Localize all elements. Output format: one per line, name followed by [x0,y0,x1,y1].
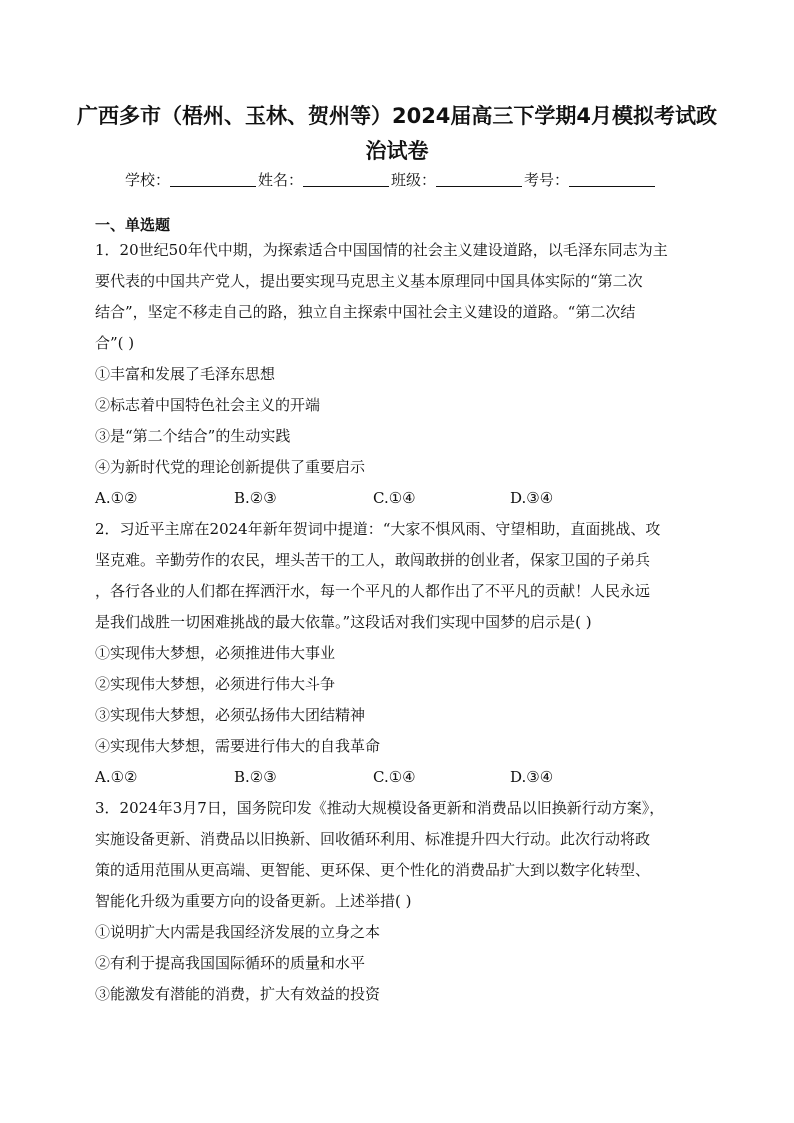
q1-stem-line-1: 1．20世纪50年代中期，为探索适合中国国情的社会主义建设道路，以毛泽东同志为主 [95,241,668,259]
q2-option-d[interactable]: D.③④ [510,768,554,786]
q1-item-4: ④为新时代党的理论创新提供了重要启示 [95,458,366,476]
q3-stem-line-4: 智能化升级为重要方向的设备更新。上述举措( ) [95,892,412,910]
q2-item-2: ②实现伟大梦想，必须进行伟大斗争 [95,675,336,693]
name-blank[interactable] [303,172,389,187]
exam-number-label: 考号： [524,171,570,189]
q3-stem-line-1: 3．2024年3月7日，国务院印发《推动大规模设备更新和消费品以旧换新行动方案》， [95,799,665,817]
q2-option-a[interactable]: A.①② [95,768,138,786]
q2-stem-line-2: 坚克难。辛勤劳作的农民，埋头苦干的工人，敢闯敢拼的创业者，保家卫国的子弟兵 [95,551,651,569]
q3-stem-line-2: 实施设备更新、消费品以旧换新、回收循环利用、标准提升四大行动。此次行动将政 [95,830,651,848]
q2-stem-line-4: 是我们战胜一切困难挑战的最大依靠。”这段话对我们实现中国梦的启示是( ) [95,613,592,631]
name-label: 姓名： [258,171,304,189]
q1-stem-line-3: 结合”，坚定不移走自己的路，独立自主探索中国社会主义建设的道路。“第二次结 [95,303,636,321]
class-label: 班级： [391,171,437,189]
q2-option-b[interactable]: B.②③ [234,768,277,786]
q3-stem-line-3: 策的适用范围从更高端、更智能、更环保、更个性化的消费品扩大到以数字化转型、 [95,861,651,879]
q1-stem-line-4: 合”( ) [95,334,135,352]
q1-option-b[interactable]: B.②③ [234,489,277,507]
q2-stem-line-3: ，各行各业的人们都在挥洒汗水，每一个平凡的人都作出了不平凡的贡献！人民永远 [95,582,651,600]
q1-option-a[interactable]: A.①② [95,489,138,507]
student-info-fields [125,170,657,190]
q3-item-3: ③能激发有潜能的消费，扩大有效益的投资 [95,985,381,1003]
q1-item-2: ②标志着中国特色社会主义的开端 [95,396,321,414]
school-blank[interactable] [170,172,256,187]
q1-stem-line-2: 要代表的中国共产党人，提出要实现马克思主义基本原理同中国具体实际的“第二次 [95,272,643,290]
q3-item-1: ①说明扩大内需是我国经济发展的立身之本 [95,923,381,941]
school-label: 学校： [125,171,171,189]
q1-item-1: ①丰富和发展了毛泽东思想 [95,365,276,383]
q1-item-3: ③是“第二个结合”的生动实践 [95,427,291,445]
q2-item-4: ④实现伟大梦想，需要进行伟大的自我革命 [95,737,381,755]
q1-option-d[interactable]: D.③④ [510,489,554,507]
q3-item-2: ②有利于提高我国国际循环的质量和水平 [95,954,366,972]
class-blank[interactable] [436,172,522,187]
q2-stem-line-1: 2．习近平主席在2024年新年贺词中提道：“大家不惧风雨、守望相助，直面挑战、攻 [95,520,661,538]
exam-title-line-2: 治试卷 [365,139,429,163]
q2-item-1: ①实现伟大梦想，必须推进伟大事业 [95,644,336,662]
q1-option-c[interactable]: C.①④ [373,489,416,507]
section-title: 一、单选题 [95,216,171,234]
exam-number-blank[interactable] [569,172,655,187]
q2-item-3: ③实现伟大梦想，必须弘扬伟大团结精神 [95,706,366,724]
exam-title-line-1: 广西多市（梧州、玉林、贺州等）2024届高三下学期4月模拟考试政 [76,104,718,128]
q2-option-c[interactable]: C.①④ [373,768,416,786]
